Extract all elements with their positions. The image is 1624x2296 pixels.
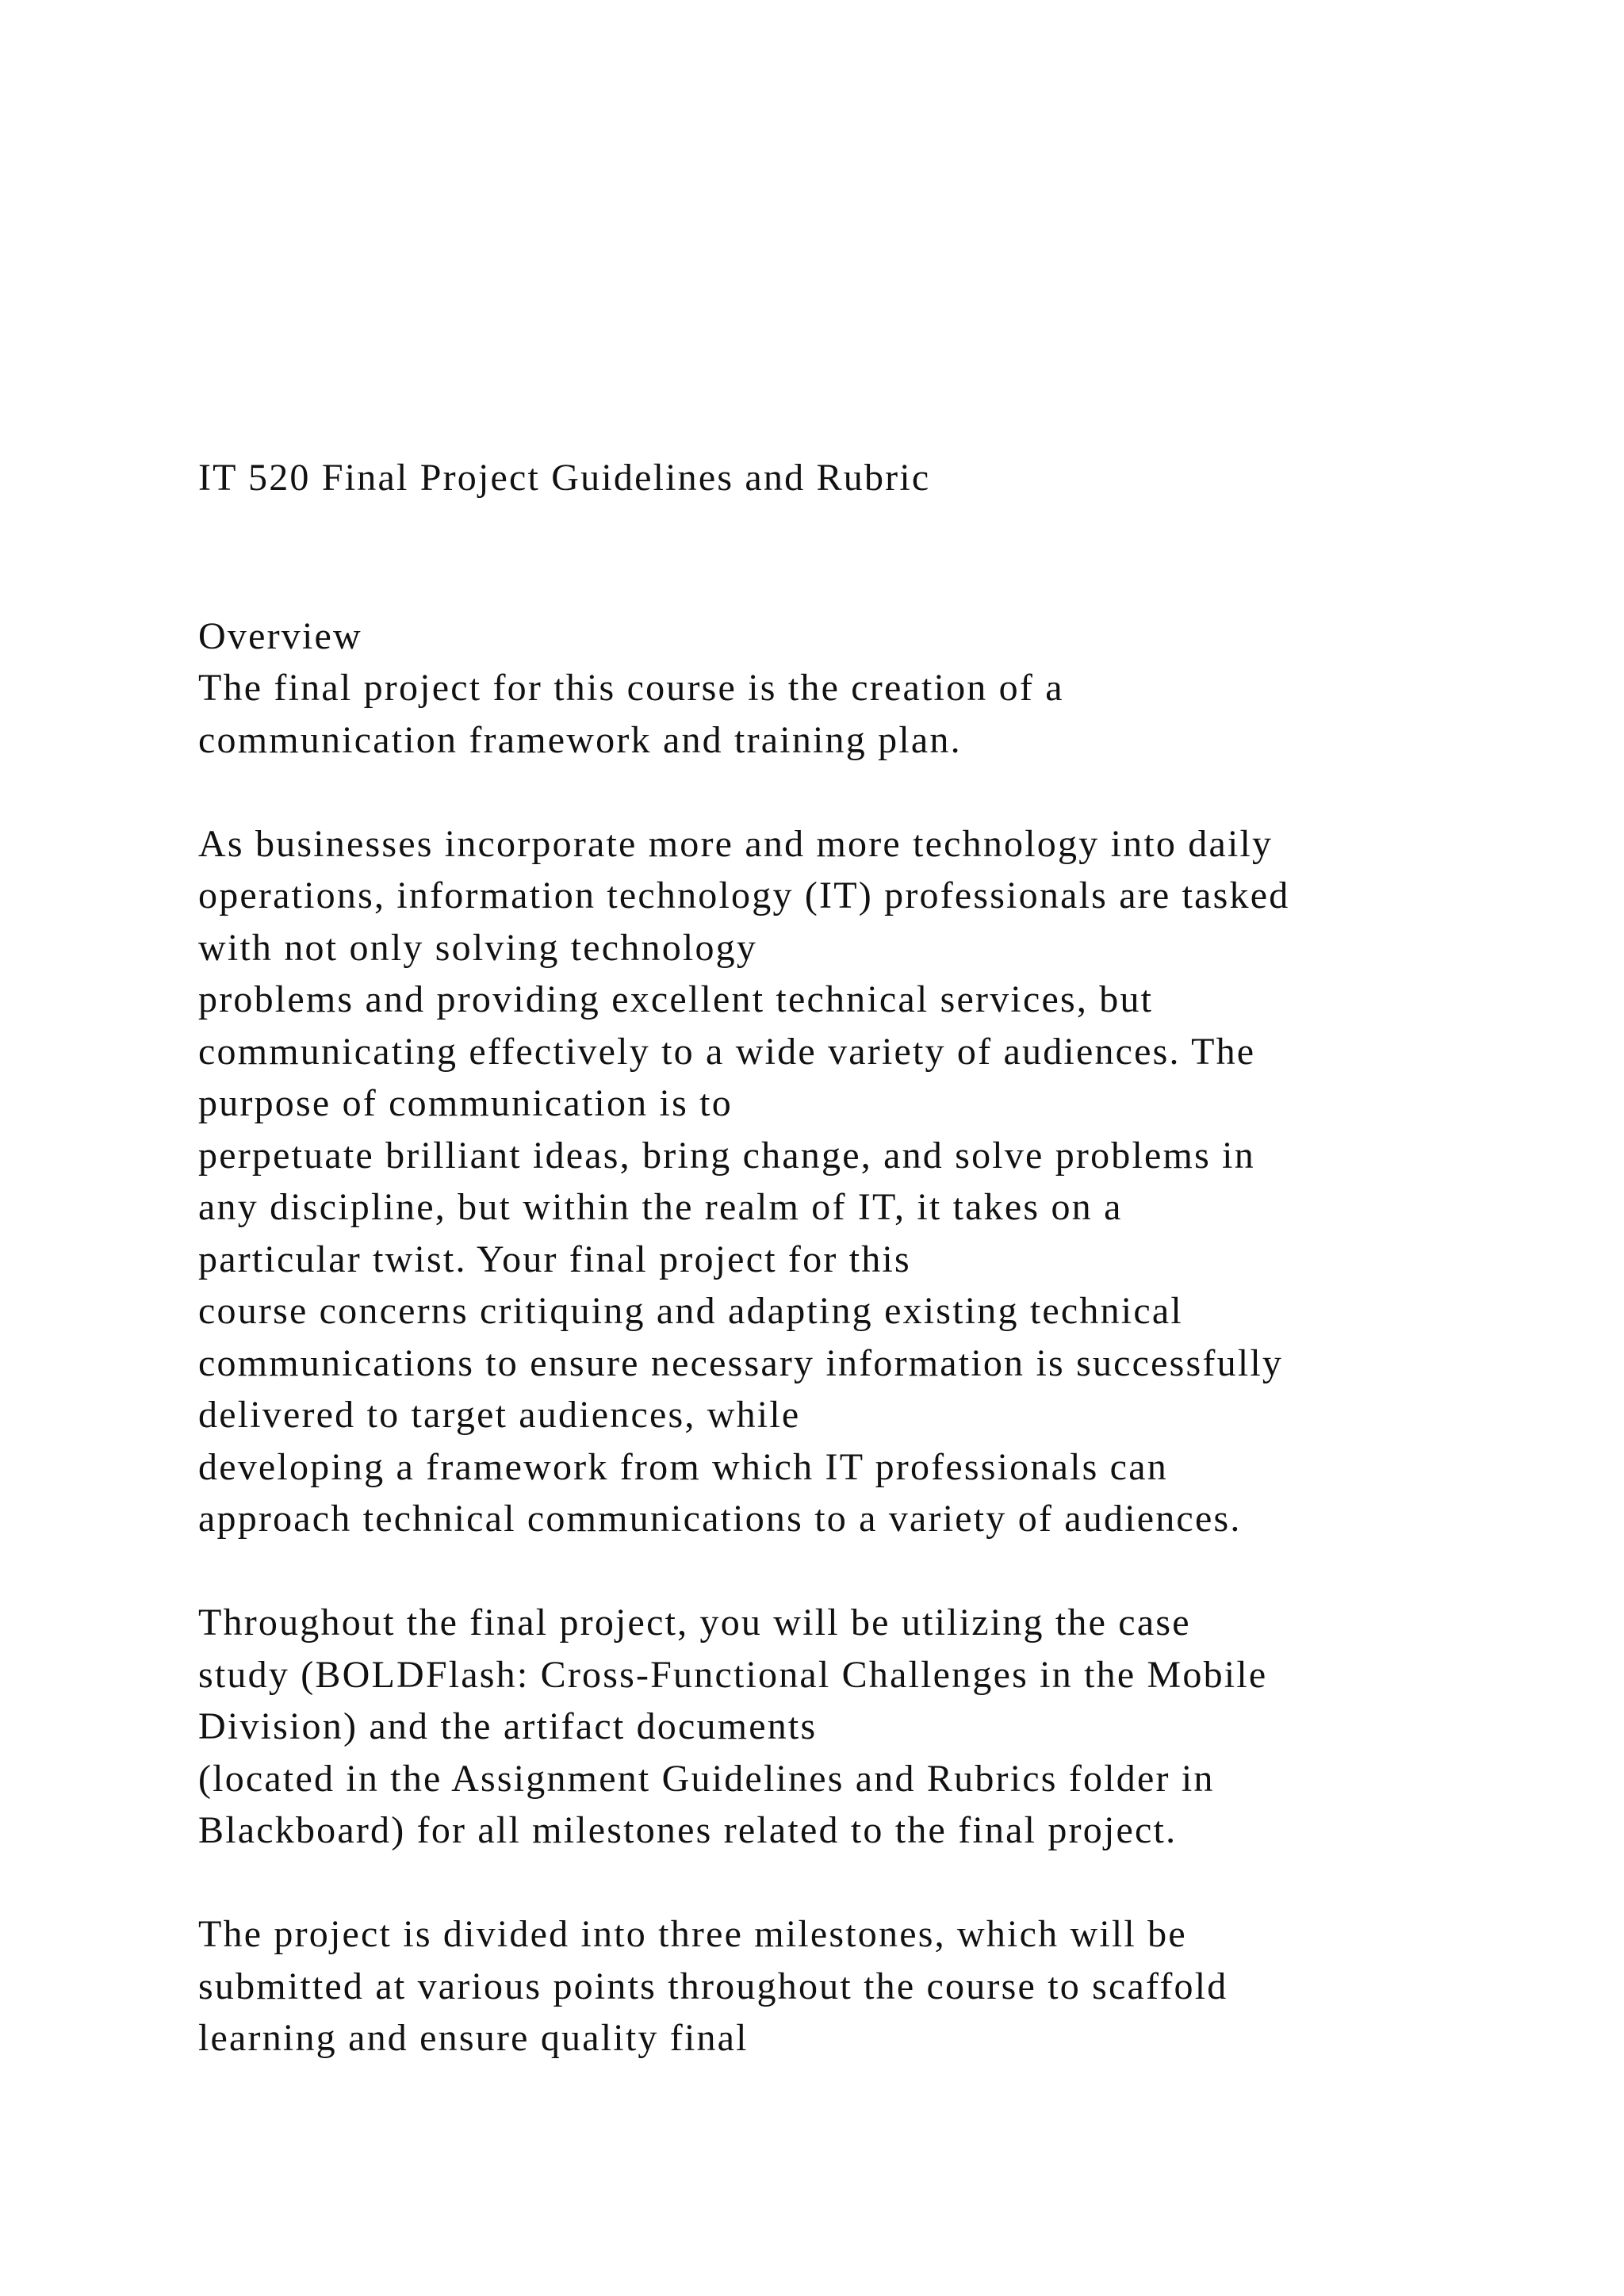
paragraph-2 <box>198 818 1530 1545</box>
paragraph-4 <box>198 1908 1530 2064</box>
paragraph-gap <box>198 1857 1530 1909</box>
text-line: Throughout the final project, you will be utilizing the case <box>198 1601 1191 1644</box>
text-line: communication framework and training plan. <box>198 718 962 761</box>
text-line: The project is divided into three milestones, which will be <box>198 1913 1187 1955</box>
text-line: (located in the Assignment Guidelines and Rubrics folder in <box>198 1757 1215 1800</box>
document-title: IT 520 Final Project Guidelines and Rubric <box>198 457 931 499</box>
text-line: approach technical communications to a variety of audiences. <box>198 1498 1242 1540</box>
text-line: course concerns critiquing and adapting existing technical <box>198 1290 1183 1332</box>
text-line: learning and ensure quality final <box>198 2017 749 2059</box>
text-line: perpetuate brilliant ideas, bring change, and solve problems in <box>198 1134 1255 1177</box>
document-body <box>198 452 1530 2064</box>
section-heading-overview: Overview <box>198 614 362 657</box>
text-line: Division) and the artifact documents <box>198 1705 818 1747</box>
text-line: operations, information technology (IT) professionals are tasked <box>198 874 1290 916</box>
text-line: with not only solving technology <box>198 926 758 969</box>
text-line: As businesses incorporate more and more technology into daily <box>198 822 1274 865</box>
text-line: communicating effectively to a wide variety of audiences. The <box>198 1030 1256 1073</box>
text-line: Blackboard) for all milestones related to the final project. <box>198 1809 1178 1851</box>
text-line: The final project for this course is the creation of a <box>198 667 1064 709</box>
text-line: submitted at various points throughout the course to scaffold <box>198 1965 1228 2007</box>
paragraph-gap <box>198 766 1530 818</box>
text-line: communications to ensure necessary information is successfully <box>198 1341 1284 1384</box>
text-line: developing a framework from which IT professionals can <box>198 1445 1168 1488</box>
text-line: particular twist. Your final project for this <box>198 1238 911 1280</box>
text-line: study (BOLDFlash: Cross-Functional Challenges in the Mobile <box>198 1653 1268 1696</box>
paragraph-gap <box>198 1545 1530 1598</box>
text-line: problems and providing excellent technical services, but <box>198 978 1154 1020</box>
text-line: any discipline, but within the realm of IT, it takes on a <box>198 1186 1123 1228</box>
text-line: delivered to target audiences, while <box>198 1394 801 1436</box>
text-line: purpose of communication is to <box>198 1082 733 1124</box>
paragraph-1 <box>198 662 1530 766</box>
paragraph-3 <box>198 1597 1530 1857</box>
